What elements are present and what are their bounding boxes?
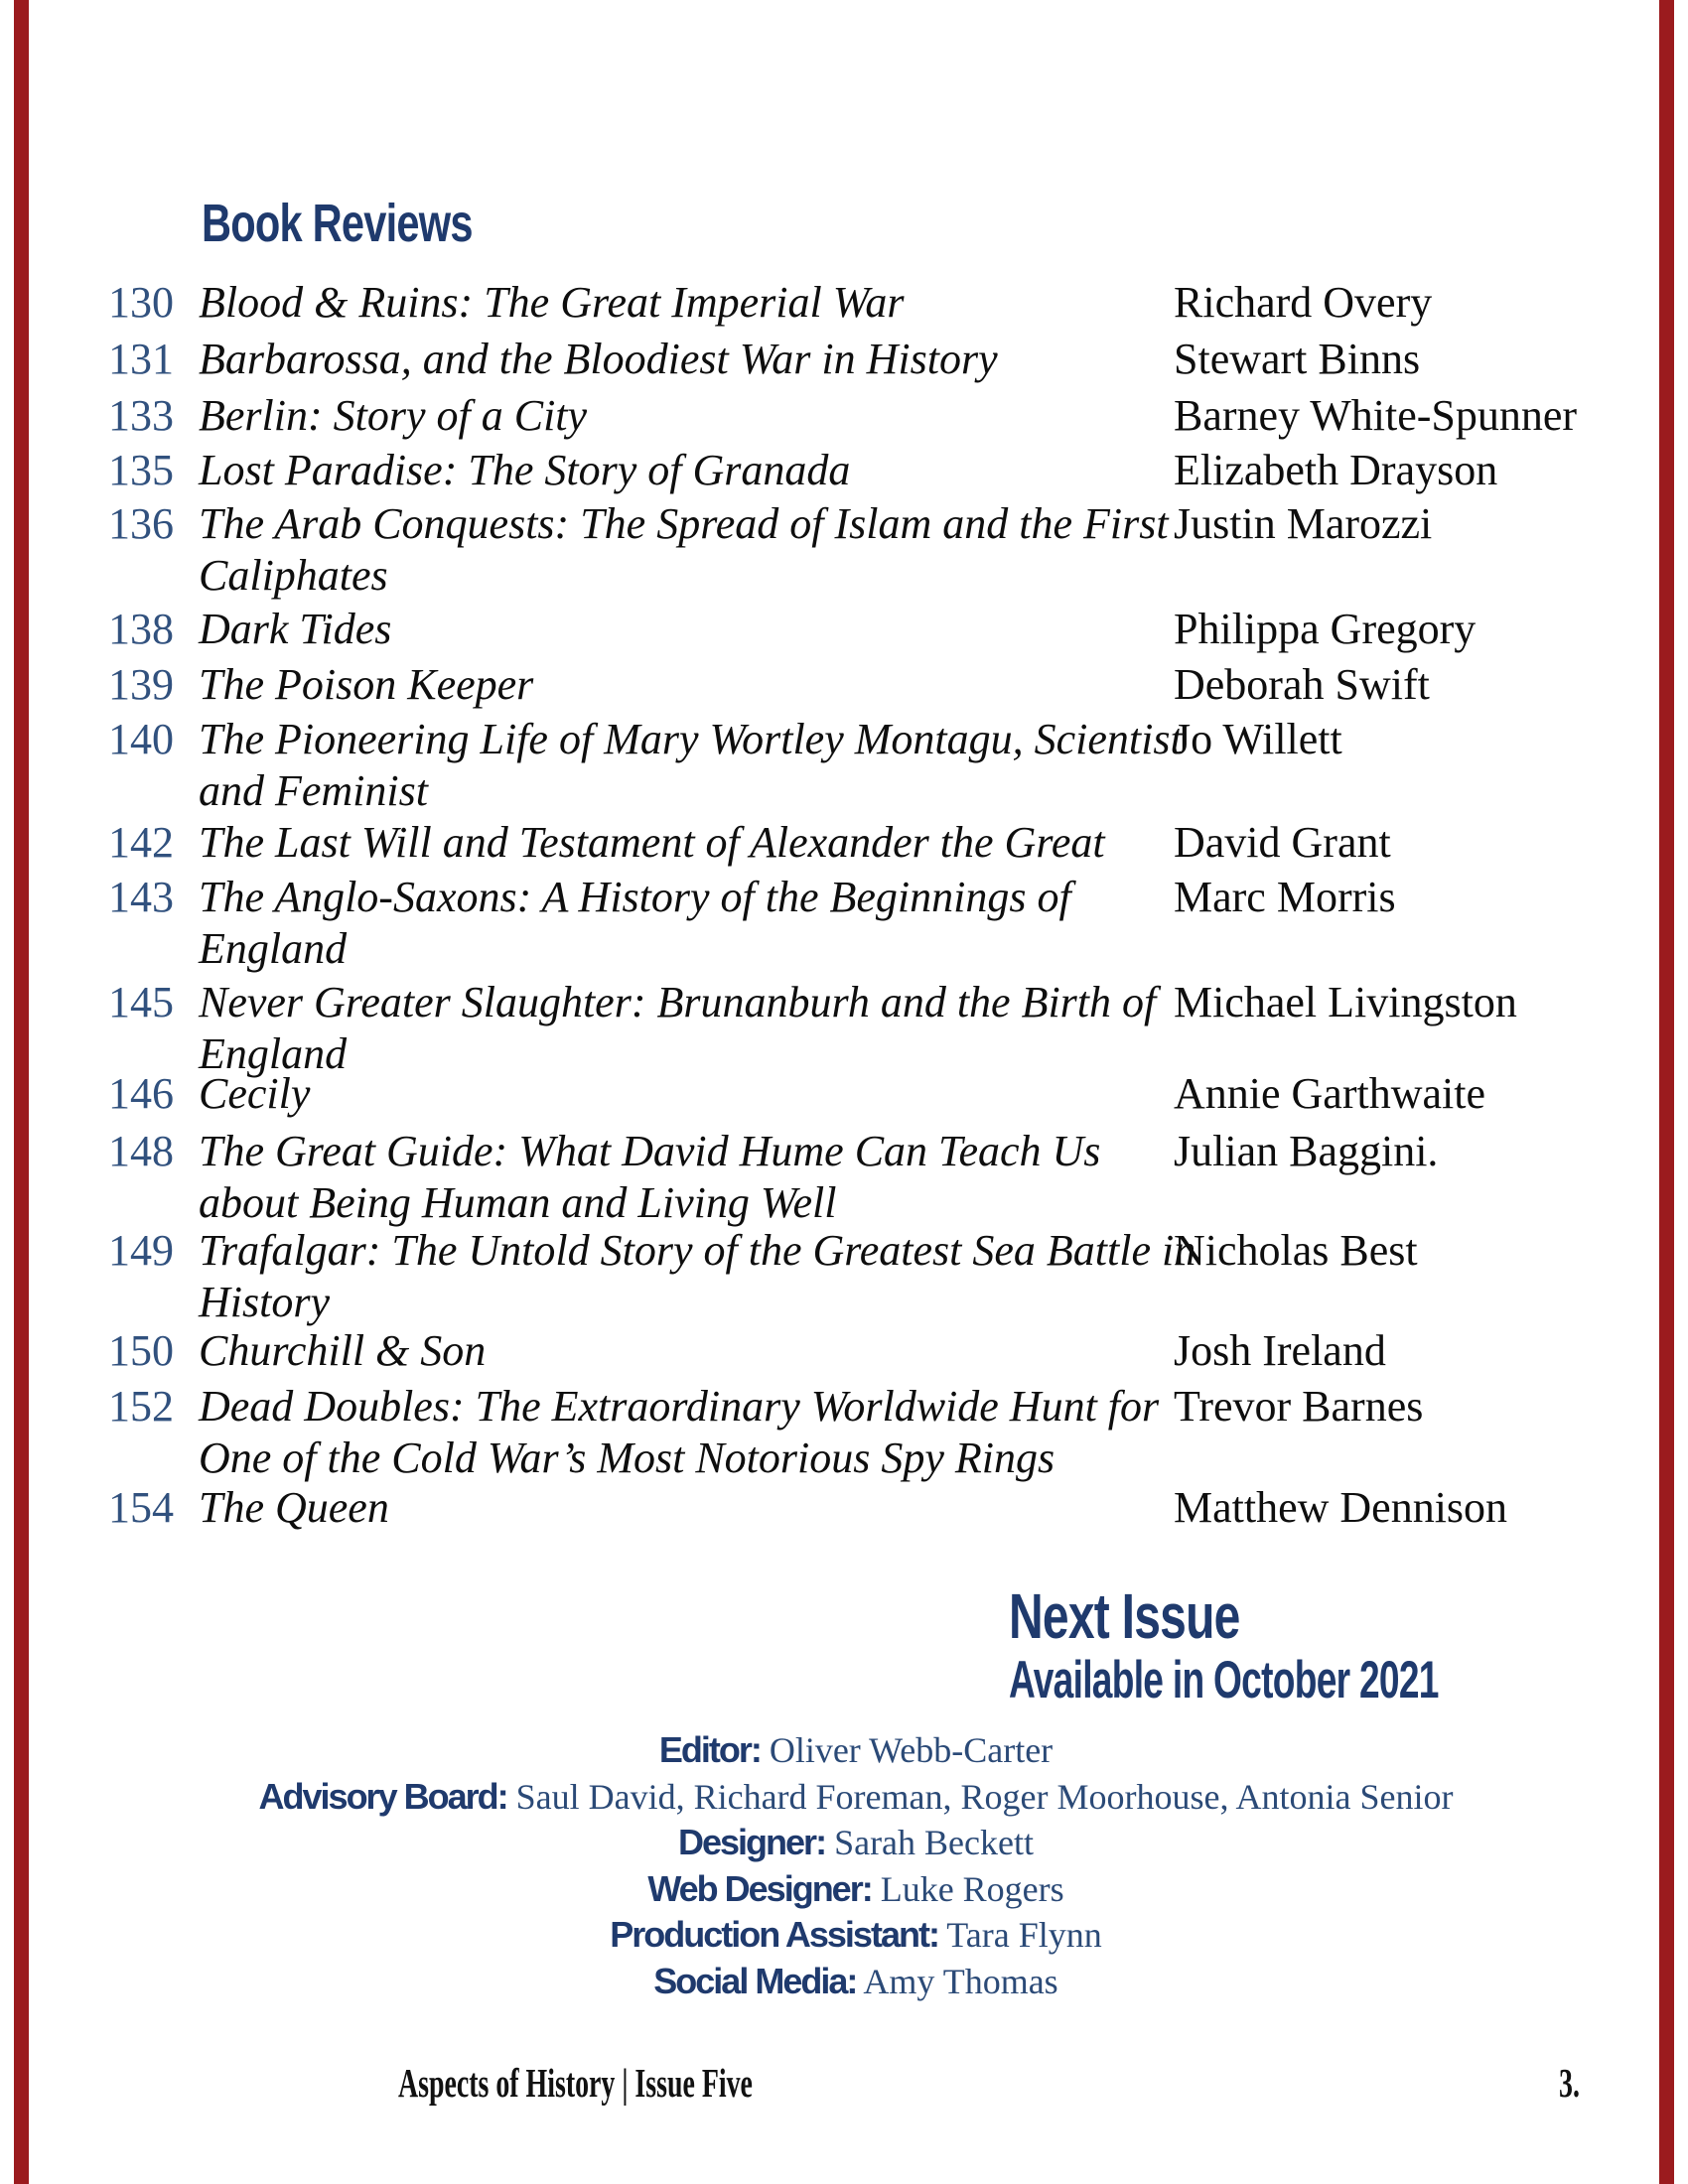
toc-book-title: Lost Paradise: The Story of Granada	[199, 446, 851, 494]
credit-value: Oliver Webb-Carter	[769, 1730, 1054, 1770]
toc-book-title: Berlin: Story of a City	[199, 391, 588, 440]
section-title: Book Reviews	[202, 194, 473, 253]
credit-value: Amy Thomas	[863, 1961, 1058, 2001]
credit-editor	[24, 1727, 1688, 1774]
toc-book-title: Trafalgar: The Untold Story of the Greatest Sea Battle in History	[199, 1226, 1196, 1326]
toc-author: Julian Baggini.	[1174, 1127, 1439, 1175]
toc-page-number: 146	[108, 1069, 174, 1118]
toc-book-title: Dead Doubles: The Extraordinary Worldwide Hunt for One of the Cold War’s Most Notorious Spy Rings	[199, 1382, 1160, 1482]
credit-value: Luke Rogers	[880, 1868, 1064, 1909]
toc-page-number: 154	[108, 1483, 174, 1532]
toc-book-title: The Arab Conquests: The Spread of Islam and the First Caliphates	[199, 499, 1169, 600]
next-issue-subtitle: Available in October 2021	[1009, 1651, 1439, 1709]
toc-author: Marc Morris	[1174, 873, 1396, 921]
toc-author: Barney White-Spunner	[1174, 391, 1578, 440]
toc-author: Justin Marozzi	[1174, 499, 1433, 548]
toc-author: Richard Overy	[1174, 278, 1433, 327]
credit-advisory-board	[24, 1774, 1688, 1821]
credit-label: Editor:	[658, 1729, 761, 1770]
credit-value: Sarah Beckett	[834, 1823, 1034, 1862]
toc-page-number: 136	[108, 499, 174, 548]
credit-designer	[24, 1820, 1688, 1866]
toc-book-title: Blood & Ruins: The Great Imperial War	[199, 278, 905, 327]
credit-label: Production Assistant:	[610, 1914, 938, 1955]
toc-page-number: 150	[108, 1326, 174, 1375]
credits-block	[0, 1727, 1688, 2004]
toc-page-number: 145	[108, 978, 174, 1026]
toc-page-number: 138	[108, 605, 174, 653]
toc-author: Stewart Binns	[1174, 335, 1421, 383]
toc-author: Trevor Barnes	[1174, 1382, 1424, 1431]
credit-label: Designer:	[678, 1822, 826, 1862]
toc-author: Deborah Swift	[1174, 660, 1430, 709]
credit-web-designer	[24, 1866, 1688, 1913]
credit-label: Social Media:	[653, 1960, 857, 2001]
toc-book-title: Cecily	[199, 1069, 311, 1118]
toc-page-number: 143	[108, 873, 174, 921]
toc-author: Philippa Gregory	[1174, 605, 1477, 653]
toc-author: David Grant	[1174, 818, 1391, 867]
toc-page-number: 142	[108, 818, 174, 867]
toc-author: Nicholas Best	[1174, 1226, 1418, 1275]
toc-book-title: The Poison Keeper	[199, 660, 534, 709]
footer-magazine-title: Aspects of History | Issue Five	[398, 2060, 753, 2106]
footer-page-number: 3.	[1559, 2060, 1580, 2106]
toc-page-number: 149	[108, 1226, 174, 1275]
toc-page-number: 148	[108, 1127, 174, 1175]
toc-book-title: The Last Will and Testament of Alexander the Great	[199, 818, 1105, 867]
credit-production-assistant	[24, 1912, 1688, 1959]
toc-page-number: 130	[108, 278, 174, 327]
toc-author: Matthew Dennison	[1174, 1483, 1508, 1532]
credit-label: Advisory Board:	[258, 1775, 507, 1817]
toc-author: Jo Willett	[1174, 715, 1342, 763]
toc-book-title: Barbarossa, and the Bloodiest War in History	[199, 335, 998, 383]
toc-book-title: The Queen	[199, 1483, 389, 1532]
toc-book-title: Dark Tides	[199, 605, 392, 653]
toc-page-number: 133	[108, 391, 174, 440]
toc-author: Michael Livingston	[1174, 978, 1517, 1026]
credit-value: Saul David, Richard Foreman, Roger Moorhouse, Antonia Senior	[515, 1776, 1454, 1817]
toc-author: Josh Ireland	[1174, 1326, 1386, 1375]
toc-page-number: 131	[108, 335, 174, 383]
toc-book-title: Churchill & Son	[199, 1326, 487, 1375]
toc-page-number: 140	[108, 715, 174, 763]
toc-book-title: The Great Guide: What David Hume Can Teach Us about Being Human and Living Well	[199, 1127, 1101, 1227]
toc-page-number: 139	[108, 660, 174, 709]
credit-social-media	[24, 1959, 1688, 2005]
toc-page-number: 135	[108, 446, 174, 494]
toc-author: Annie Garthwaite	[1174, 1069, 1485, 1118]
toc-book-title: The Pioneering Life of Mary Wortley Montagu, Scientist and Feminist	[199, 715, 1183, 815]
toc-author: Elizabeth Drayson	[1174, 446, 1498, 494]
credit-label: Web Designer:	[647, 1867, 872, 1909]
credit-value: Tara Flynn	[946, 1915, 1102, 1955]
toc-book-title: Never Greater Slaughter: Brunanburh and the Birth of England	[199, 978, 1157, 1078]
next-issue-title: Next Issue	[1009, 1580, 1240, 1652]
toc-book-title: The Anglo-Saxons: A History of the Beginnings of England	[199, 873, 1071, 973]
toc-page-number: 152	[108, 1382, 174, 1431]
